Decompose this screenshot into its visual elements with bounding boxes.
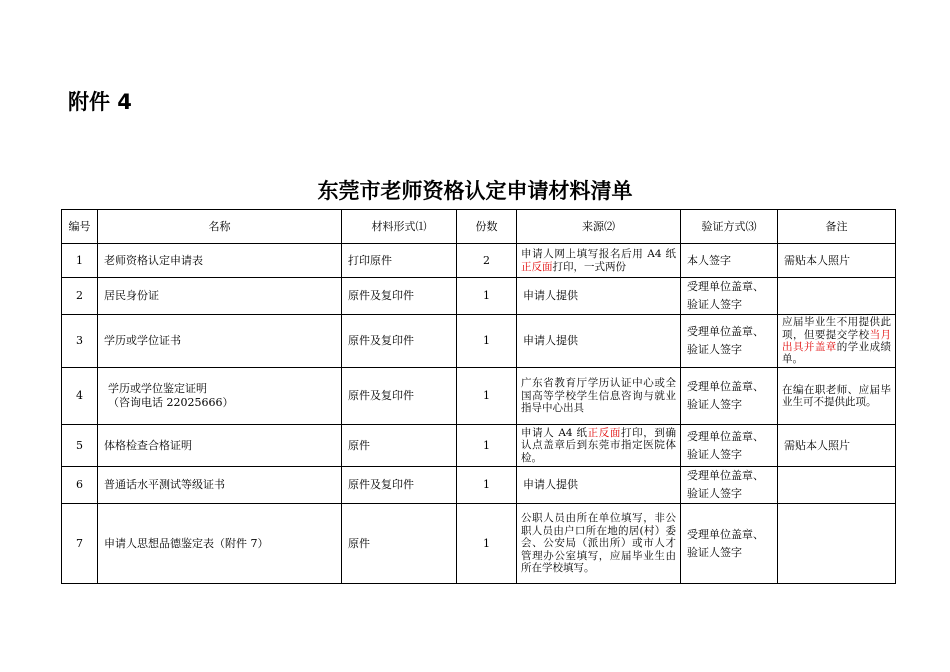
verify-method: 本人签字 [681, 244, 778, 278]
source-text-tail: 打印，一式两份 [552, 260, 626, 273]
table-row [62, 315, 896, 368]
note: 在编在职老师、应届毕业生可不提供此项。 [778, 368, 896, 425]
row-number: 5 [62, 425, 98, 467]
material-form: 原件及复印件 [342, 467, 457, 504]
note [778, 278, 896, 315]
source [517, 425, 681, 467]
annex-label: 附件 4 [68, 90, 132, 114]
material-form: 原件及复印件 [342, 315, 457, 368]
note: 需贴本人照片 [778, 425, 896, 467]
header-cell: 材料形式⑴ [342, 210, 457, 244]
source-text: 申请人 A4 纸 [521, 426, 588, 439]
material-form: 原件 [342, 425, 457, 467]
verify-method: 受理单位盖章、验证人签字 [681, 315, 778, 368]
materials-table [61, 209, 896, 584]
note-text-tail: 的学业成绩单。 [782, 341, 892, 366]
table-row [62, 278, 896, 315]
row-number: 4 [62, 368, 98, 425]
note: 需贴本人照片 [778, 244, 896, 278]
source-text-tail: 打印，到确认点盖章后到东莞市指定医院体检。 [521, 426, 676, 464]
row-number: 6 [62, 467, 98, 504]
row-number: 7 [62, 504, 98, 584]
source: 申请人提供 [517, 315, 681, 368]
note-highlight: 当月出具并盖章 [782, 328, 892, 353]
source: 申请人提供 [517, 278, 681, 315]
source-highlight: 正反面 [521, 260, 553, 273]
note [778, 315, 896, 368]
table-row [62, 425, 896, 467]
material-name: 学历或学位证书 [98, 315, 342, 368]
row-number: 2 [62, 278, 98, 315]
copies: 1 [457, 504, 517, 584]
material-name-line: 学历或学位鉴定证明 [108, 382, 207, 395]
material-form: 原件及复印件 [342, 278, 457, 315]
source-highlight: 正反面 [587, 426, 622, 439]
table-row [62, 467, 896, 504]
material-form: 打印原件 [342, 244, 457, 278]
row-number: 3 [62, 315, 98, 368]
copies: 1 [457, 467, 517, 504]
material-name: 申请人思想品德鉴定表（附件 7） [98, 504, 342, 584]
copies: 1 [457, 278, 517, 315]
source: 公职人员由所在单位填写，非公职人员由户口所在地的居(村）委会、公安局（派出所）或市人才管理办公室填写，应届毕业生由所在学校填写。 [517, 504, 681, 584]
verify-method: 受理单位盖章、验证人签字 [681, 504, 778, 584]
document-title: 东莞市老师资格认定申请材料清单 [317, 179, 633, 203]
header-cell: 份数 [457, 210, 517, 244]
verify-method: 受理单位盖章、验证人签字 [681, 467, 778, 504]
material-name: 体格检查合格证明 [98, 425, 342, 467]
copies: 1 [457, 425, 517, 467]
note [778, 467, 896, 504]
source-text: 申请人网上填写报名后用 A4 纸 [521, 248, 676, 261]
material-name-phone: （咨询电话 22025666） [108, 396, 234, 409]
row-number: 1 [62, 244, 98, 278]
table-header-row [62, 210, 896, 244]
header-cell: 验证方式⑶ [681, 210, 778, 244]
copies: 2 [457, 244, 517, 278]
verify-method: 受理单位盖章、验证人签字 [681, 425, 778, 467]
table-row [62, 244, 896, 278]
note [778, 504, 896, 584]
material-name: 居民身份证 [98, 278, 342, 315]
material-name [98, 368, 342, 425]
copies: 1 [457, 315, 517, 368]
material-name: 普通话水平测试等级证书 [98, 467, 342, 504]
material-name: 老师资格认定申请表 [98, 244, 342, 278]
header-cell: 名称 [98, 210, 342, 244]
copies: 1 [457, 368, 517, 425]
header-cell: 编号 [62, 210, 98, 244]
material-form: 原件 [342, 504, 457, 584]
source: 申请人提供 [517, 467, 681, 504]
material-form: 原件及复印件 [342, 368, 457, 425]
table-row [62, 504, 896, 584]
header-cell: 备注 [778, 210, 896, 244]
verify-method: 受理单位盖章、验证人签字 [681, 368, 778, 425]
table-row [62, 368, 896, 425]
source: 广东省教育厅学历认证中心或全国高等学校学生信息咨询与就业指导中心出具 [517, 368, 681, 425]
header-cell: 来源⑵ [517, 210, 681, 244]
source [517, 244, 681, 278]
verify-method: 受理单位盖章、验证人签字 [681, 278, 778, 315]
note-text: 应届毕业生不用提供此项，但要提交学校 [782, 316, 891, 341]
